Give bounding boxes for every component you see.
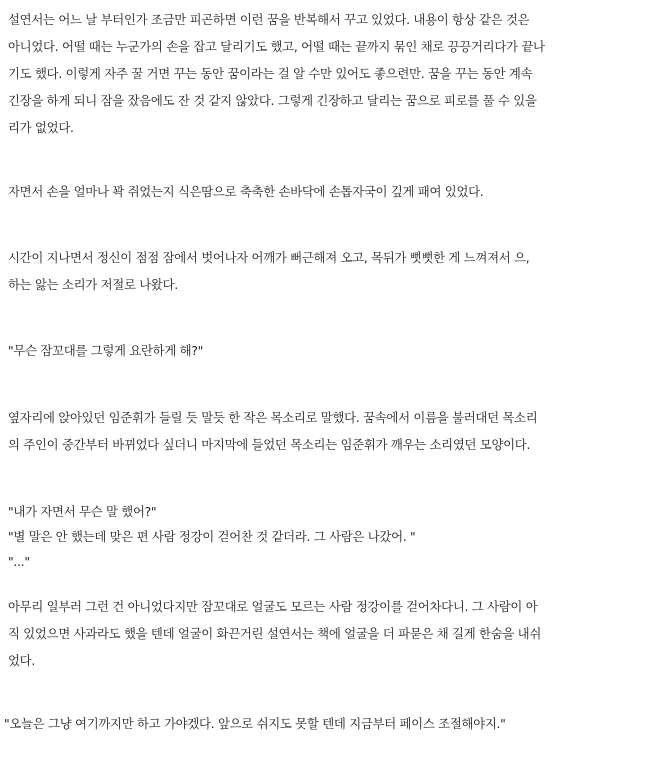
text-line: 직 있었으면 사과라도 했을 텐데 얼굴이 화끈거린 설연서는 책에 얼굴을 더 파묻은 채 길게 한숨을 내쉬 — [8, 626, 542, 641]
text-line: "별 말은 안 했는데 맞은 편 사람 정강이 걷어찬 것 같더라. 그 사람은 나갔어. " — [8, 529, 416, 544]
dialogue-going-home — [4, 710, 638, 737]
text-line: 아무리 일부러 그런 건 아니었다지만 잠꼬대로 얼굴도 모르는 사람 정강이를 걷어차다니. 그 사람이 아 — [8, 599, 538, 614]
text-line: 의 주인이 중간부터 바뀌었다 싶더니 마지막에 들었던 목소리는 임준휘가 깨우는 소리였던 모양이다. — [8, 437, 531, 452]
text-line: 기도 했다. 이렇게 자주 꿀 거면 꾸는 동안 꿈이라는 걸 알 수만 있어도 좋으련만. 꿈을 꾸는 동안 계속 — [8, 66, 533, 81]
text-line: 리가 없었다. — [8, 120, 74, 135]
text-line: 자면서 손을 얼마나 꽉 쥐었는지 식은땀으로 축축한 손바닥에 손톱자국이 깊게 패여 있었다. — [8, 184, 484, 199]
text-line: 긴장을 하게 되니 잠을 잤음에도 잔 것 같지 않았다. 그렇게 긴장하고 달리는 꿈으로 피로를 풀 수 있을 — [8, 93, 537, 108]
paragraph-junhwi-voice — [8, 404, 642, 458]
text-line: 아니었다. 어떨 때는 누군가의 손을 잡고 달리기도 했고, 어떨 때는 끝까지 묶인 채로 끙끙거리다가 끝나 — [8, 39, 545, 54]
text-line: 었다. — [8, 653, 35, 668]
text-line: 옆자리에 앉아있던 임준휘가 들릴 듯 말듯 한 작은 목소리로 말했다. 꿈속에서 이름을 불러대던 목소리 — [8, 410, 538, 425]
paragraph-dream-recurring — [8, 6, 642, 141]
text-line: "..." — [8, 554, 30, 569]
text-line: 시간이 지나면서 정신이 점점 잠에서 벗어나자 어깨가 뻐근해져 오고, 목뒤가 뻣뻣한 게 느껴져서 으, — [8, 250, 530, 265]
text-line: 설연서는 어느 날 부터인가 조금만 피곤하면 이런 꿈을 반복해서 꾸고 있었다. 내용이 항상 같은 것은 — [8, 12, 530, 27]
paragraph-embarrassment — [8, 593, 642, 674]
text-line: "무슨 잠꼬대를 그렇게 요란하게 해?" — [8, 343, 204, 358]
paragraph-waking-up — [8, 244, 642, 298]
paragraph-palm-marks — [8, 178, 642, 205]
dialogue-exchange — [8, 499, 642, 574]
text-line: 하는 앓는 소리가 저절로 나왔다. — [8, 277, 178, 292]
text-line: "오늘은 그냥 여기까지만 하고 가야겠다. 앞으로 쉬지도 못할 텐데 지금부터 페이스 조절해야지." — [4, 716, 506, 731]
text-line: "내가 자면서 무슨 말 했어?" — [8, 504, 157, 519]
dialogue-sleep-talk — [8, 337, 642, 364]
